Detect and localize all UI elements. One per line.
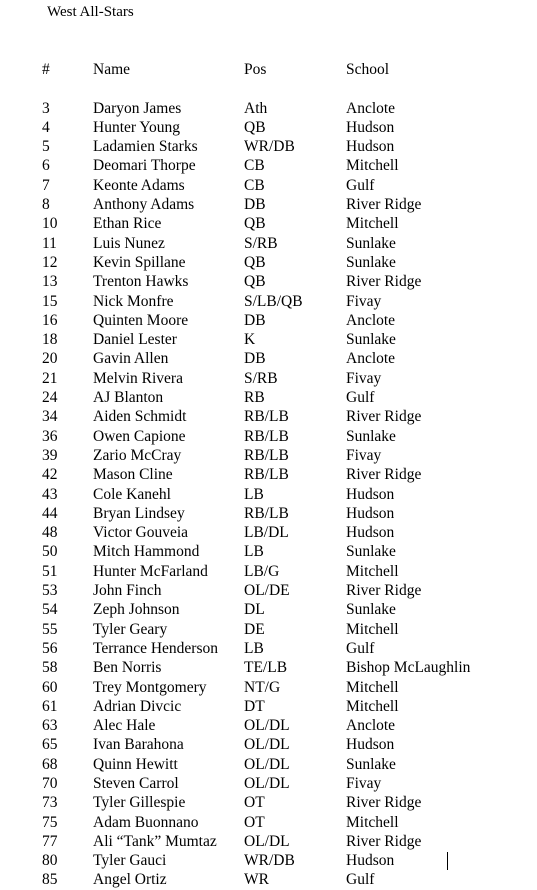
player-name: Adam Buonnano: [93, 813, 199, 831]
player-row: [0, 620, 537, 639]
text-cursor: [447, 852, 448, 870]
player-row: [0, 562, 537, 581]
player-number: 6: [42, 157, 50, 175]
header-position: Pos: [244, 61, 267, 78]
player-number: 68: [42, 755, 58, 773]
player-school: Hudson: [346, 736, 395, 754]
player-position: DE: [244, 620, 265, 638]
player-name: Tyler Gillespie: [93, 794, 186, 812]
player-row: [0, 330, 537, 349]
player-name: Hunter Young: [93, 118, 180, 136]
player-position: QB: [244, 253, 266, 271]
player-school: Gulf: [346, 639, 375, 657]
player-number: 53: [42, 582, 58, 600]
player-name: Ali “Tank” Mumtaz: [93, 832, 217, 850]
player-school: Gulf: [346, 389, 375, 407]
player-school: Anclote: [346, 99, 396, 117]
player-name: Steven Carrol: [93, 774, 179, 792]
player-name: Ben Norris: [93, 659, 162, 677]
player-position: OL/DE: [244, 582, 290, 600]
player-position: OL/DL: [244, 774, 290, 792]
player-number: 4: [42, 118, 50, 136]
player-school: Hudson: [346, 524, 395, 542]
player-school: Mitchell: [346, 620, 399, 638]
player-number: 85: [42, 871, 58, 889]
player-position: LB/DL: [244, 524, 289, 542]
player-name: Quinn Hewitt: [93, 755, 178, 773]
player-number: 8: [42, 196, 50, 214]
player-school: Mitchell: [346, 157, 399, 175]
player-position: QB: [244, 215, 266, 233]
player-number: 70: [42, 774, 58, 792]
player-name: Mitch Hammond: [93, 543, 200, 561]
player-number: 7: [42, 176, 50, 194]
player-row: [0, 446, 537, 465]
player-name: Victor Gouveia: [93, 524, 189, 542]
blank-row: [0, 79, 537, 98]
player-row: [0, 234, 537, 253]
player-position: Ath: [244, 99, 268, 117]
player-position: WR/DB: [244, 138, 295, 156]
player-position: S/RB: [244, 369, 278, 387]
player-position: LB: [244, 485, 264, 503]
player-position: S/LB/QB: [244, 292, 303, 310]
player-school: Sunlake: [346, 234, 396, 252]
player-name: Anthony Adams: [93, 196, 195, 214]
player-position: OT: [244, 794, 265, 812]
player-number: 44: [42, 504, 58, 522]
player-name: Zario McCray: [93, 446, 182, 464]
player-row: [0, 697, 537, 716]
player-school: Mitchell: [346, 697, 399, 715]
player-row: [0, 465, 537, 484]
player-row: [0, 774, 537, 793]
player-name: Zeph Johnson: [93, 601, 180, 619]
player-number: 3: [42, 99, 50, 117]
player-school: Hudson: [346, 504, 395, 522]
player-number: 77: [42, 832, 58, 850]
player-position: DT: [244, 697, 265, 715]
player-row: [0, 407, 537, 426]
player-name: Gavin Allen: [93, 350, 169, 368]
player-position: OL/DL: [244, 736, 290, 754]
player-row: [0, 523, 537, 542]
player-number: 16: [42, 311, 58, 329]
player-name: Trenton Hawks: [93, 273, 189, 291]
player-school: Gulf: [346, 176, 375, 194]
player-name: Mason Cline: [93, 466, 173, 484]
player-row: [0, 485, 537, 504]
player-number: 75: [42, 813, 58, 831]
player-number: 39: [42, 446, 58, 464]
player-name: Quinten Moore: [93, 311, 189, 329]
player-name: Angel Ortiz: [93, 871, 167, 889]
player-name: Nick Monfre: [93, 292, 174, 310]
player-row: [0, 156, 537, 175]
player-position: WR: [244, 871, 269, 889]
player-school: Sunlake: [346, 427, 396, 445]
player-school: Hudson: [346, 852, 395, 870]
player-number: 60: [42, 678, 58, 696]
player-number: 13: [42, 273, 58, 291]
player-position: RB/LB: [244, 427, 289, 445]
player-school: Fivay: [346, 292, 382, 310]
player-number: 36: [42, 427, 58, 445]
player-school: River Ridge: [346, 196, 422, 214]
player-position: CB: [244, 157, 265, 175]
header-number: #: [42, 61, 50, 78]
player-position: CB: [244, 176, 265, 194]
player-school: Sunlake: [346, 755, 396, 773]
player-school: Fivay: [346, 369, 382, 387]
player-row: [0, 118, 537, 137]
player-name: AJ Blanton: [93, 389, 164, 407]
document-title: West All-Stars: [47, 4, 134, 20]
player-position: RB/LB: [244, 446, 289, 464]
player-name: Deomari Thorpe: [93, 157, 196, 175]
player-row: [0, 581, 537, 600]
player-row: [0, 716, 537, 735]
player-position: S/RB: [244, 234, 278, 252]
player-position: RB/LB: [244, 504, 289, 522]
player-row: [0, 832, 537, 851]
player-row: [0, 214, 537, 233]
player-number: 58: [42, 659, 58, 677]
player-row: [0, 755, 537, 774]
player-position: RB/LB: [244, 408, 289, 426]
player-row: [0, 99, 537, 118]
player-position: OL/DL: [244, 832, 290, 850]
player-number: 50: [42, 543, 58, 561]
player-name: Cole Kanehl: [93, 485, 171, 503]
player-row: [0, 195, 537, 214]
player-name: Terrance Henderson: [93, 639, 218, 657]
player-position: LB: [244, 639, 264, 657]
player-row: [0, 851, 537, 870]
player-name: Keonte Adams: [93, 176, 185, 194]
player-position: TE/LB: [244, 659, 288, 677]
player-row: [0, 427, 537, 446]
player-name: Adrian Divcic: [93, 697, 182, 715]
player-name: Owen Capione: [93, 427, 186, 445]
player-row: [0, 369, 537, 388]
player-position: QB: [244, 273, 266, 291]
player-school: Anclote: [346, 311, 396, 329]
player-name: Hunter McFarland: [93, 562, 208, 580]
player-school: River Ridge: [346, 582, 422, 600]
player-number: 34: [42, 408, 58, 426]
player-name: Trey Montgomery: [93, 678, 207, 696]
player-name: Ethan Rice: [93, 215, 162, 233]
player-position: K: [244, 331, 256, 349]
player-school: Hudson: [346, 118, 395, 136]
player-row: [0, 870, 537, 889]
player-position: DB: [244, 350, 266, 368]
player-school: Bishop McLaughlin: [346, 659, 471, 677]
player-position: OL/DL: [244, 755, 290, 773]
player-row: [0, 813, 537, 832]
header-school: School: [346, 61, 390, 78]
player-row: [0, 504, 537, 523]
player-row: [0, 311, 537, 330]
player-school: Mitchell: [346, 678, 399, 696]
player-name: Bryan Lindsey: [93, 504, 185, 522]
player-row: [0, 349, 537, 368]
player-position: NT/G: [244, 678, 281, 696]
player-school: Sunlake: [346, 601, 396, 619]
player-name: Melvin Rivera: [93, 369, 183, 387]
player-row: [0, 600, 537, 619]
player-row: [0, 253, 537, 272]
player-number: 56: [42, 639, 58, 657]
player-name: John Finch: [93, 582, 162, 600]
player-row: [0, 272, 537, 291]
player-number: 54: [42, 601, 58, 619]
header-name: Name: [93, 61, 131, 78]
player-position: DB: [244, 311, 266, 329]
player-name: Ladamien Starks: [93, 138, 198, 156]
player-row: [0, 735, 537, 754]
player-school: Sunlake: [346, 253, 396, 271]
player-row: [0, 292, 537, 311]
player-row: [0, 388, 537, 407]
player-name: Tyler Geary: [93, 620, 168, 638]
player-school: Anclote: [346, 717, 396, 735]
player-position: OL/DL: [244, 717, 290, 735]
player-position: QB: [244, 118, 266, 136]
player-school: Mitchell: [346, 813, 399, 831]
player-position: OT: [244, 813, 265, 831]
player-school: Sunlake: [346, 331, 396, 349]
player-name: Daniel Lester: [93, 331, 177, 349]
player-number: 61: [42, 697, 58, 715]
player-position: LB: [244, 543, 264, 561]
player-name: Luis Nunez: [93, 234, 165, 252]
player-school: Hudson: [346, 138, 395, 156]
player-number: 5: [42, 138, 50, 156]
player-school: Mitchell: [346, 215, 399, 233]
player-school: Sunlake: [346, 543, 396, 561]
player-school: Fivay: [346, 774, 382, 792]
player-number: 80: [42, 852, 58, 870]
player-name: Daryon James: [93, 99, 182, 117]
player-row: [0, 678, 537, 697]
player-name: Tyler Gauci: [93, 852, 167, 870]
player-number: 55: [42, 620, 58, 638]
player-position: RB: [244, 389, 265, 407]
roster-table: [0, 60, 537, 890]
player-number: 63: [42, 717, 58, 735]
player-number: 10: [42, 215, 58, 233]
player-number: 24: [42, 389, 58, 407]
player-number: 65: [42, 736, 58, 754]
player-row: [0, 176, 537, 195]
player-number: 51: [42, 562, 58, 580]
header-row: [0, 60, 537, 79]
player-position: DB: [244, 196, 266, 214]
player-number: 20: [42, 350, 58, 368]
player-position: RB/LB: [244, 466, 289, 484]
player-number: 12: [42, 253, 58, 271]
player-position: WR/DB: [244, 852, 295, 870]
player-name: Kevin Spillane: [93, 253, 186, 271]
player-number: 15: [42, 292, 58, 310]
player-position: DL: [244, 601, 265, 619]
player-number: 11: [42, 234, 57, 252]
player-number: 21: [42, 369, 58, 387]
player-school: River Ridge: [346, 273, 422, 291]
player-school: Gulf: [346, 871, 375, 889]
player-row: [0, 542, 537, 561]
player-school: River Ridge: [346, 832, 422, 850]
player-school: River Ridge: [346, 408, 422, 426]
player-school: Mitchell: [346, 562, 399, 580]
player-number: 73: [42, 794, 58, 812]
player-row: [0, 658, 537, 677]
player-school: Hudson: [346, 485, 395, 503]
player-number: 42: [42, 466, 58, 484]
player-school: Anclote: [346, 350, 396, 368]
player-row: [0, 639, 537, 658]
player-row: [0, 137, 537, 156]
player-position: LB/G: [244, 562, 280, 580]
player-school: River Ridge: [346, 466, 422, 484]
player-name: Alec Hale: [93, 717, 156, 735]
player-number: 18: [42, 331, 58, 349]
player-name: Aiden Schmidt: [93, 408, 187, 426]
player-name: Ivan Barahona: [93, 736, 184, 754]
player-school: Fivay: [346, 446, 382, 464]
player-number: 43: [42, 485, 58, 503]
player-school: River Ridge: [346, 794, 422, 812]
player-number: 48: [42, 524, 58, 542]
player-row: [0, 793, 537, 812]
